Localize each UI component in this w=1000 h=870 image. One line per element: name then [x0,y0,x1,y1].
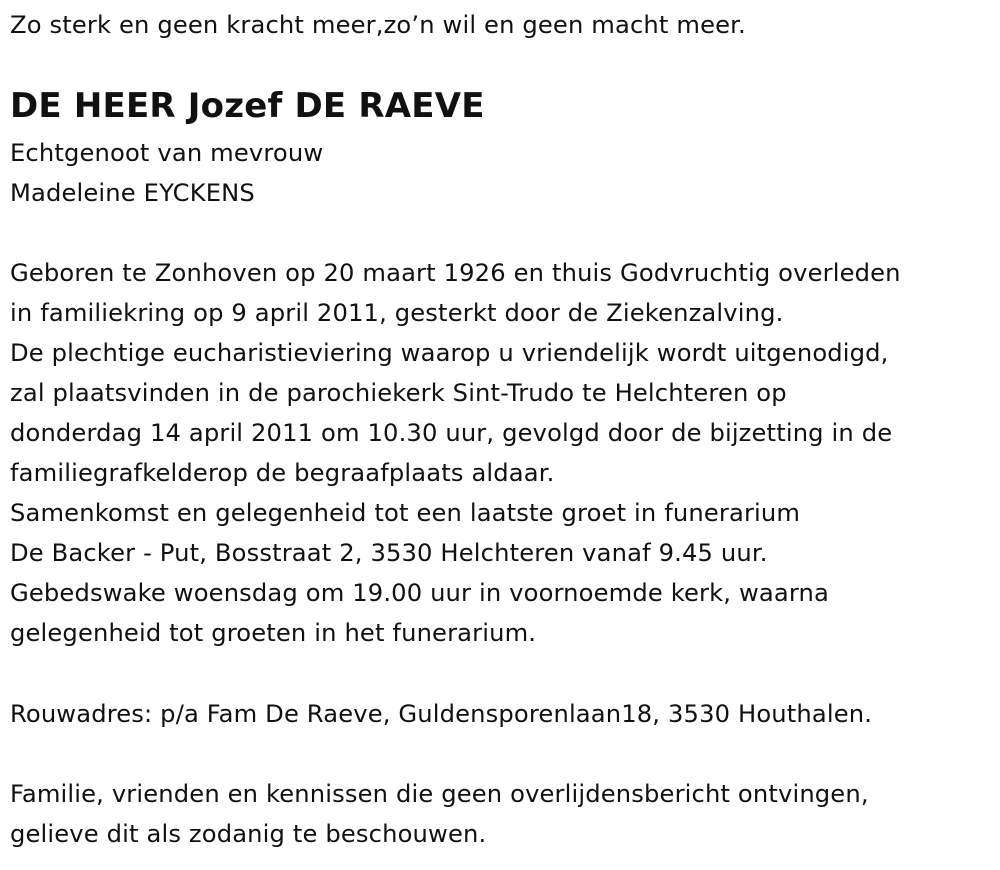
motto: Zo sterk en geen kracht meer,zo’n wil en geen macht meer. [10,11,746,39]
body-line: zal plaatsvinden in de parochiekerk Sint-Trudo te Helchteren op [10,379,787,407]
spouse-line: Madeleine EYCKENS [10,179,255,207]
body-line: Gebedswake woensdag om 19.00 uur in voornoemde kerk, waarna [10,579,829,607]
body-line: in familiekring op 9 april 2011, gesterkt door de Ziekenzalving. [10,299,784,327]
body-line: De plechtige eucharistieviering waarop u vriendelijk wordt uitgenodigd, [10,339,889,367]
closing-line: Familie, vrienden en kennissen die geen overlijdensbericht ontvingen, [10,780,869,808]
body-line: De Backer - Put, Bosstraat 2, 3530 Helchteren vanaf 9.45 uur. [10,539,768,567]
body-line: familiegrafkelderop de begraafplaats aldaar. [10,459,555,487]
body-line: gelegenheid tot groeten in het funerarium. [10,619,537,647]
spouse-line: Echtgenoot van mevrouw [10,139,324,167]
body-line: Geboren te Zonhoven op 20 maart 1926 en thuis Godvruchtig overleden [10,259,901,287]
body-line: donderdag 14 april 2011 om 10.30 uur, gevolgd door de bijzetting in de [10,419,893,447]
deceased-name: DE HEER Jozef DE RAEVE [10,86,485,126]
closing-line: gelieve dit als zodanig te beschouwen. [10,820,487,848]
body-line: Samenkomst en gelegenheid tot een laatste groet in funerarium [10,499,801,527]
mourning-address: Rouwadres: p/a Fam De Raeve, Guldensporenlaan18, 3530 Houthalen. [10,700,873,728]
